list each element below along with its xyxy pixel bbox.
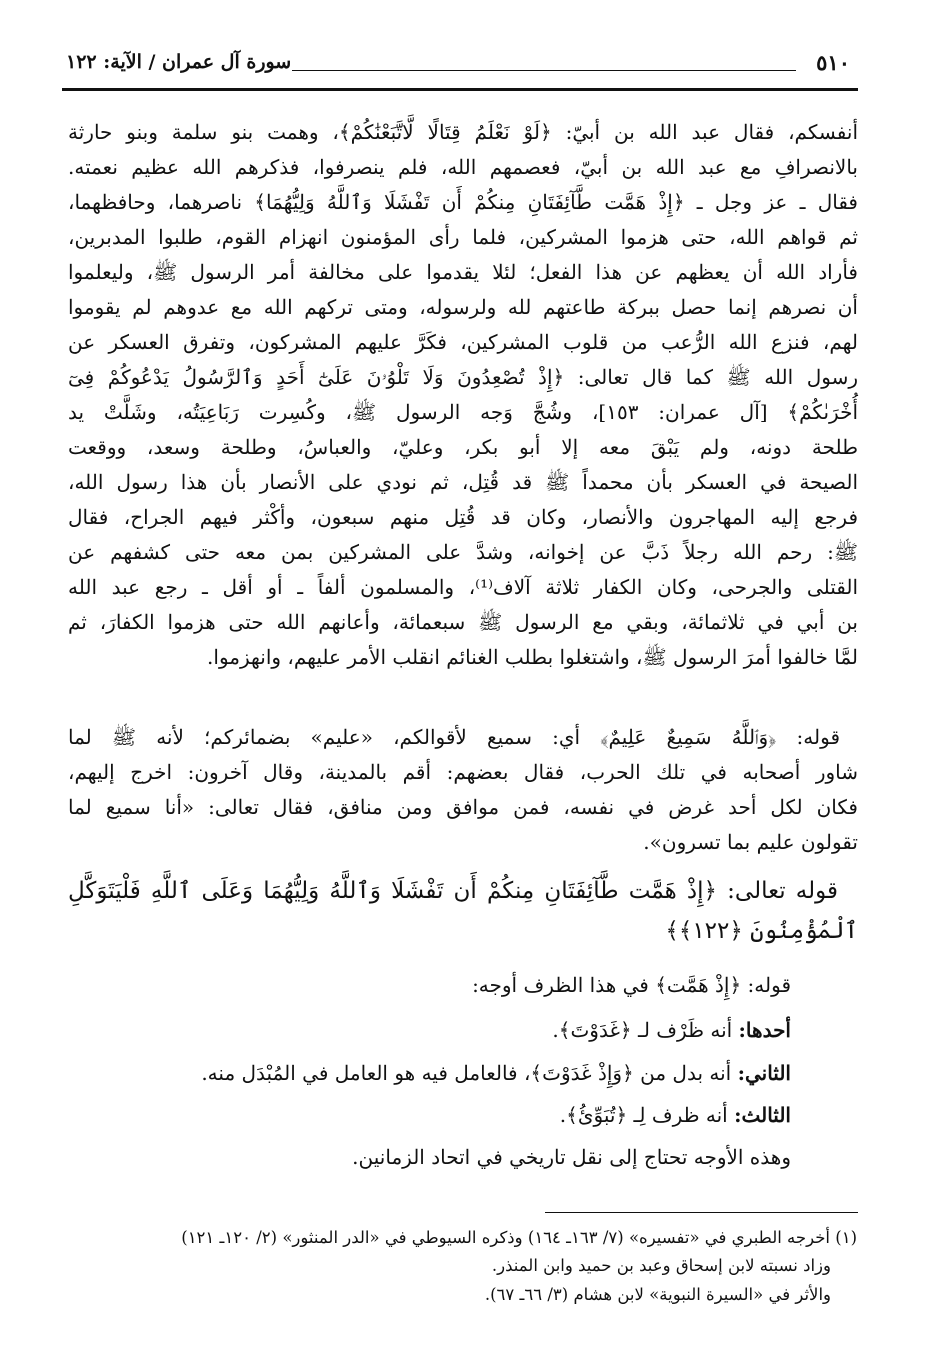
page-number: ٥١٠	[816, 50, 850, 75]
item-text: أنه ظرف لِـ ﴿تُبَوِّئُ﴾.	[559, 1103, 735, 1127]
text-line: تقولون عليم بما تسرون».	[643, 830, 858, 854]
item-label: أحدها:	[738, 1018, 791, 1042]
text-line: ﷺ: رحم الله رجلاً ذَبَّ عن إخوانه، وشدَّ على المشركين بمن معه حتى كشفهم عن	[68, 540, 858, 564]
footnote-rule	[545, 1212, 858, 1213]
text-line: فكان لكل أحد غرض في نفسه، فمن موافق ومن منافق، فقال تعالى: «أنا سميع لما	[68, 795, 858, 819]
text-line: أُخْرَىٰكُمْ﴾ [آل عمران: ١٥٣]، وشُجَّ وَجه الرسول ﷺ، وكُسِرت رَبَاعِيَتُه، وشَلَّتْ يد	[68, 400, 858, 424]
text-line: شاور أصحابه في تلك الحرب، فقال بعضهم: أقم بالمدينة، وقال آخرون: اخرج إليهم،	[68, 760, 858, 784]
analysis-item	[201, 1058, 791, 1088]
text-line: رسول الله ﷺ كما قال تعالى: ﴿إِذْ تُصْعِدُونَ وَلَا تَلْوُۥنَ عَلَىٰٓ أَحَدٍ وَٱلرَّسُولُ يَدْعُوكُمْ فِىٓ	[68, 365, 858, 389]
text-line: لمَّا خالفوا أمرَ الرسول ﷺ، واشتغلوا بطلب الغنائم انقلب الأمر عليهم، وانهزموا.	[207, 645, 858, 669]
text-line: بن أبي في ثلاثمائة، وبقي مع الرسول ﷺ سبعمائة، وأعانهم الله حتى هزموا الكفارَ، ثم	[68, 610, 858, 634]
text-line: قوله: ﴿وَٱللَّهُ سَمِيعٌ عَلِيمٌ﴾ أي: سميع لأقوالكم، «عليم» بضمائركم؛ لأنه ﷺ لما	[68, 725, 841, 749]
text-line: لهم، فنزع الله الرُّعب من قلوب المشركين، فكَرَّ عليهم المشركون، وتفرق العسكر عن	[68, 330, 858, 354]
verse-line: ٱلْمُؤْمِنُونَ ﴿١٢٢﴾﴾	[665, 918, 858, 944]
item-label: الثاني:	[737, 1061, 791, 1085]
analysis-conclusion: وهذه الأوجه تحتاج إلى نقل تاريخي في اتحاد الزمانين.	[352, 1145, 791, 1169]
analysis-item	[552, 1015, 791, 1045]
text-line: أنفسكم، فقال عبد الله بن أبيّ: ﴿لَوْ نَعْلَمُ قِتَالًا لَّاتَّبَعْنَٰكُمْ﴾، وهمت بنو سلمة وبنو حارثة	[68, 120, 858, 144]
text-line: فقال ـ عز وجل ـ ﴿إِذْ هَمَّت طَّآئِفَتَانِ مِنكُمْ أَن تَفْشَلَا وَٱللَّهُ وَلِيُّهُمَا﴾ ناصرهما، وحافظهما،	[68, 190, 858, 214]
text-line: ثم قواهم الله، حتى هزموا المشركين، فلما رأى المؤمنون انهزام القوم، طلبوا المدبرين،	[68, 225, 858, 249]
verse-line: قوله تعالى: ﴿إِذْ هَمَّت طَّآئِفَتَانِ مِنكُمْ أَن تَفْشَلَا وَٱللَّهُ وَلِيُّهُمَا وَعَلَى ٱللَّهِ فَلْيَتَوَكَّلِ	[68, 878, 838, 904]
header-title: سورة آل عمران / الآية: ١٢٢	[66, 51, 292, 73]
text-line: طلحة دونه، ولم يَبْقَ معه إلا أبو بكر، وعليّ، والعباسُ، وطلحة وسعد، ووقعت	[68, 435, 858, 459]
header-rule	[62, 88, 858, 91]
running-header	[62, 50, 858, 82]
item-label: الثالث:	[734, 1103, 791, 1127]
text-line: القتلى والجرحى، وكان الكفار ثلاثة آلاف⁽¹⁾، والمسلمون ألفاً ـ أو أقل ـ رجع عبد الله	[68, 575, 859, 599]
item-text: أنه ظَرْف لـ ﴿غَدَوْتَ﴾.	[552, 1018, 739, 1042]
analysis-item	[560, 1100, 791, 1130]
text-line: أن نصرهم إنما حصل ببركة طاعتهم لله ولرسوله، ومتى تركهم الله مع عدوهم لم يقوموا	[68, 295, 858, 319]
text-line: فرجع إليه المهاجرون والأنصار، وكان قد قُتِل منهم سبعون، وأكْثر فيهم الجراح، فقال	[68, 505, 858, 529]
text-line: الصيحة في العسكر بأن محمداً ﷺ قد قُتِل، ثم نودي على الأنصار بأن هذا رسول الله،	[68, 470, 858, 494]
analysis-intro: قوله: ﴿إِذْ هَمَّت﴾ في هذا الظرف أوجه:	[472, 973, 791, 997]
item-text: أنه بدل من ﴿وَإِذْ غَدَوْتَ﴾، فالعامل فيه هو العامل في المُبْدَل منه.	[201, 1061, 738, 1085]
footnote-line: وزاد نسبته لابن إسحاق وعبد بن حميد وابن المنذر.	[491, 1256, 831, 1275]
footnote-line: والأثر في «السيرة النبوية» لابن هشام (٣/ ٦٦ـ ٦٧).	[484, 1285, 831, 1304]
text-line: فأراد الله أن يعظهم عن هذا الفعل؛ لئلا يقدموا على مخالفة أمر الرسول ﷺ، وليعلموا	[68, 260, 858, 284]
header-line	[292, 70, 796, 71]
text-line: بالانصرافِ مع عبد الله بن أبيّ، فعصمهم الله، فلم ينصرفوا، فذكرهم الله عظيم نعمته.	[68, 155, 858, 179]
footnote-line: (١) أخرجه الطبري في «تفسيره» (٧/ ١٦٣ـ ١٦٤) وذكره السيوطي في «الدر المنثور» (٢/ ١٢٠ـ ١٢١)	[181, 1228, 857, 1247]
